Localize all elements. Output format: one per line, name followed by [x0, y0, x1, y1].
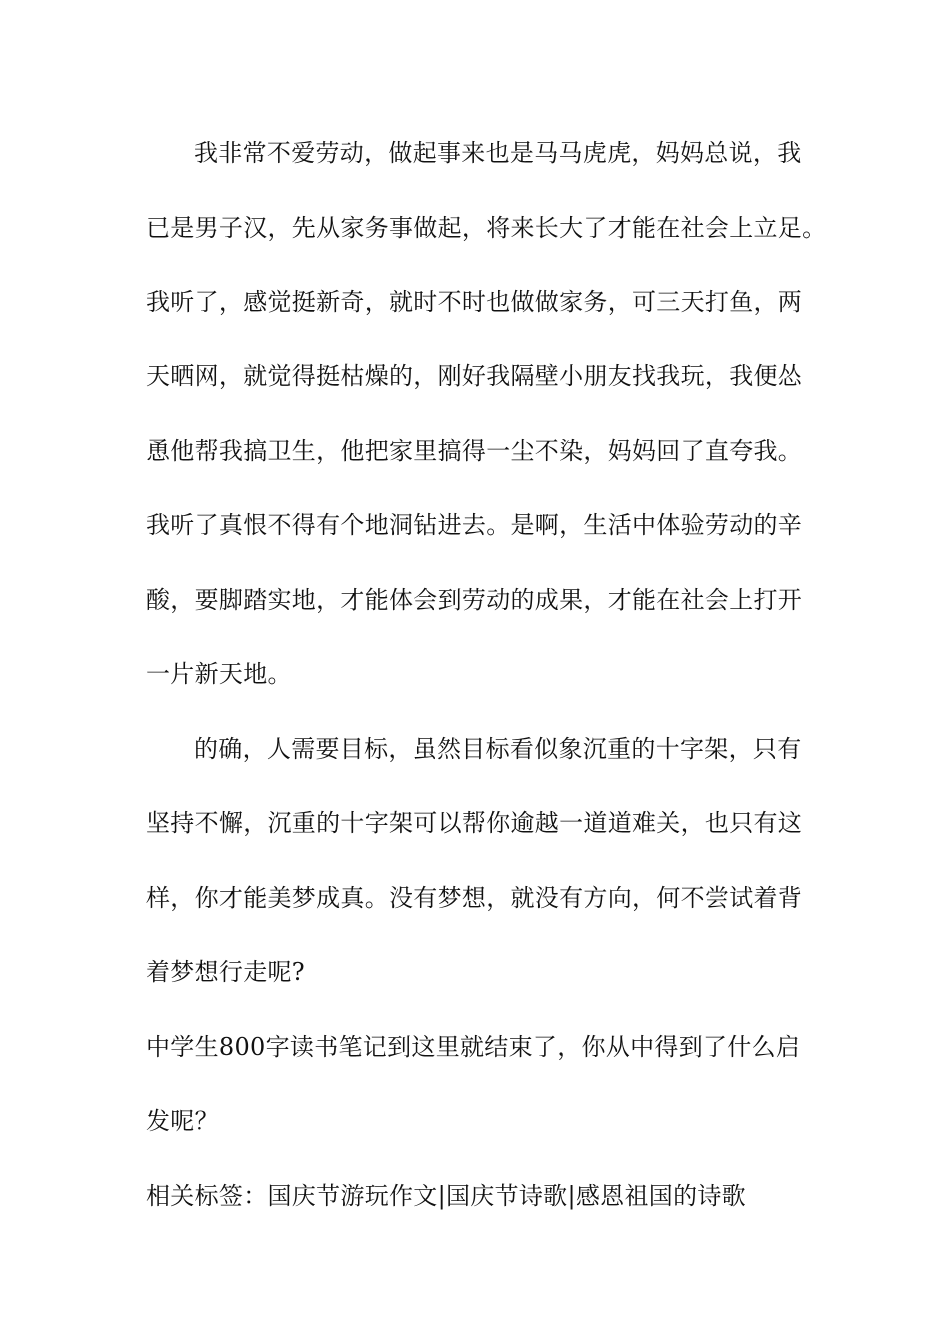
paragraph-2-line-3: 样，你才能美梦成真。没有梦想，就没有方向，何不尝试着背	[146, 884, 803, 912]
paragraph-1-line-1: 我非常不爱劳动，做起事来也是马马虎虎，妈妈总说，我	[194, 139, 802, 167]
paragraph-1-line-7: 酸，要脚踏实地，才能体会到劳动的成果，才能在社会上打开	[146, 586, 803, 614]
paragraph-2-line-2: 坚持不懈，沉重的十字架可以帮你逾越一道道难关，也只有这	[146, 809, 803, 837]
paragraph-1-line-3: 我听了，感觉挺新奇，就时不时也做做家务，可三天打鱼，两	[146, 288, 803, 316]
paragraph-2-line-1: 的确，人需要目标，虽然目标看似象沉重的十字架，只有	[194, 735, 802, 763]
paragraph-1-line-2: 已是男子汉，先从家务事做起，将来长大了才能在社会上立足。	[146, 214, 827, 242]
paragraph-1-line-6: 我听了真恨不得有个地洞钻进去。是啊，生活中体验劳动的辛	[146, 511, 803, 539]
related-tags: 相关标签：国庆节游玩作文|国庆节诗歌|感恩祖国的诗歌	[146, 1182, 746, 1210]
paragraph-2-line-4: 着梦想行走呢?	[146, 958, 305, 986]
closing-line-2: 发呢？	[146, 1107, 219, 1135]
paragraph-1-line-8: 一片新天地。	[146, 660, 292, 688]
paragraph-1-line-4: 天晒网，就觉得挺枯燥的，刚好我隔壁小朋友找我玩，我便怂	[146, 362, 803, 390]
closing-line-1: 中学生800字读书笔记到这里就结束了，你从中得到了什么启	[146, 1033, 801, 1061]
paragraph-1-line-5: 恿他帮我搞卫生，他把家里搞得一尘不染，妈妈回了直夸我。	[146, 437, 803, 465]
